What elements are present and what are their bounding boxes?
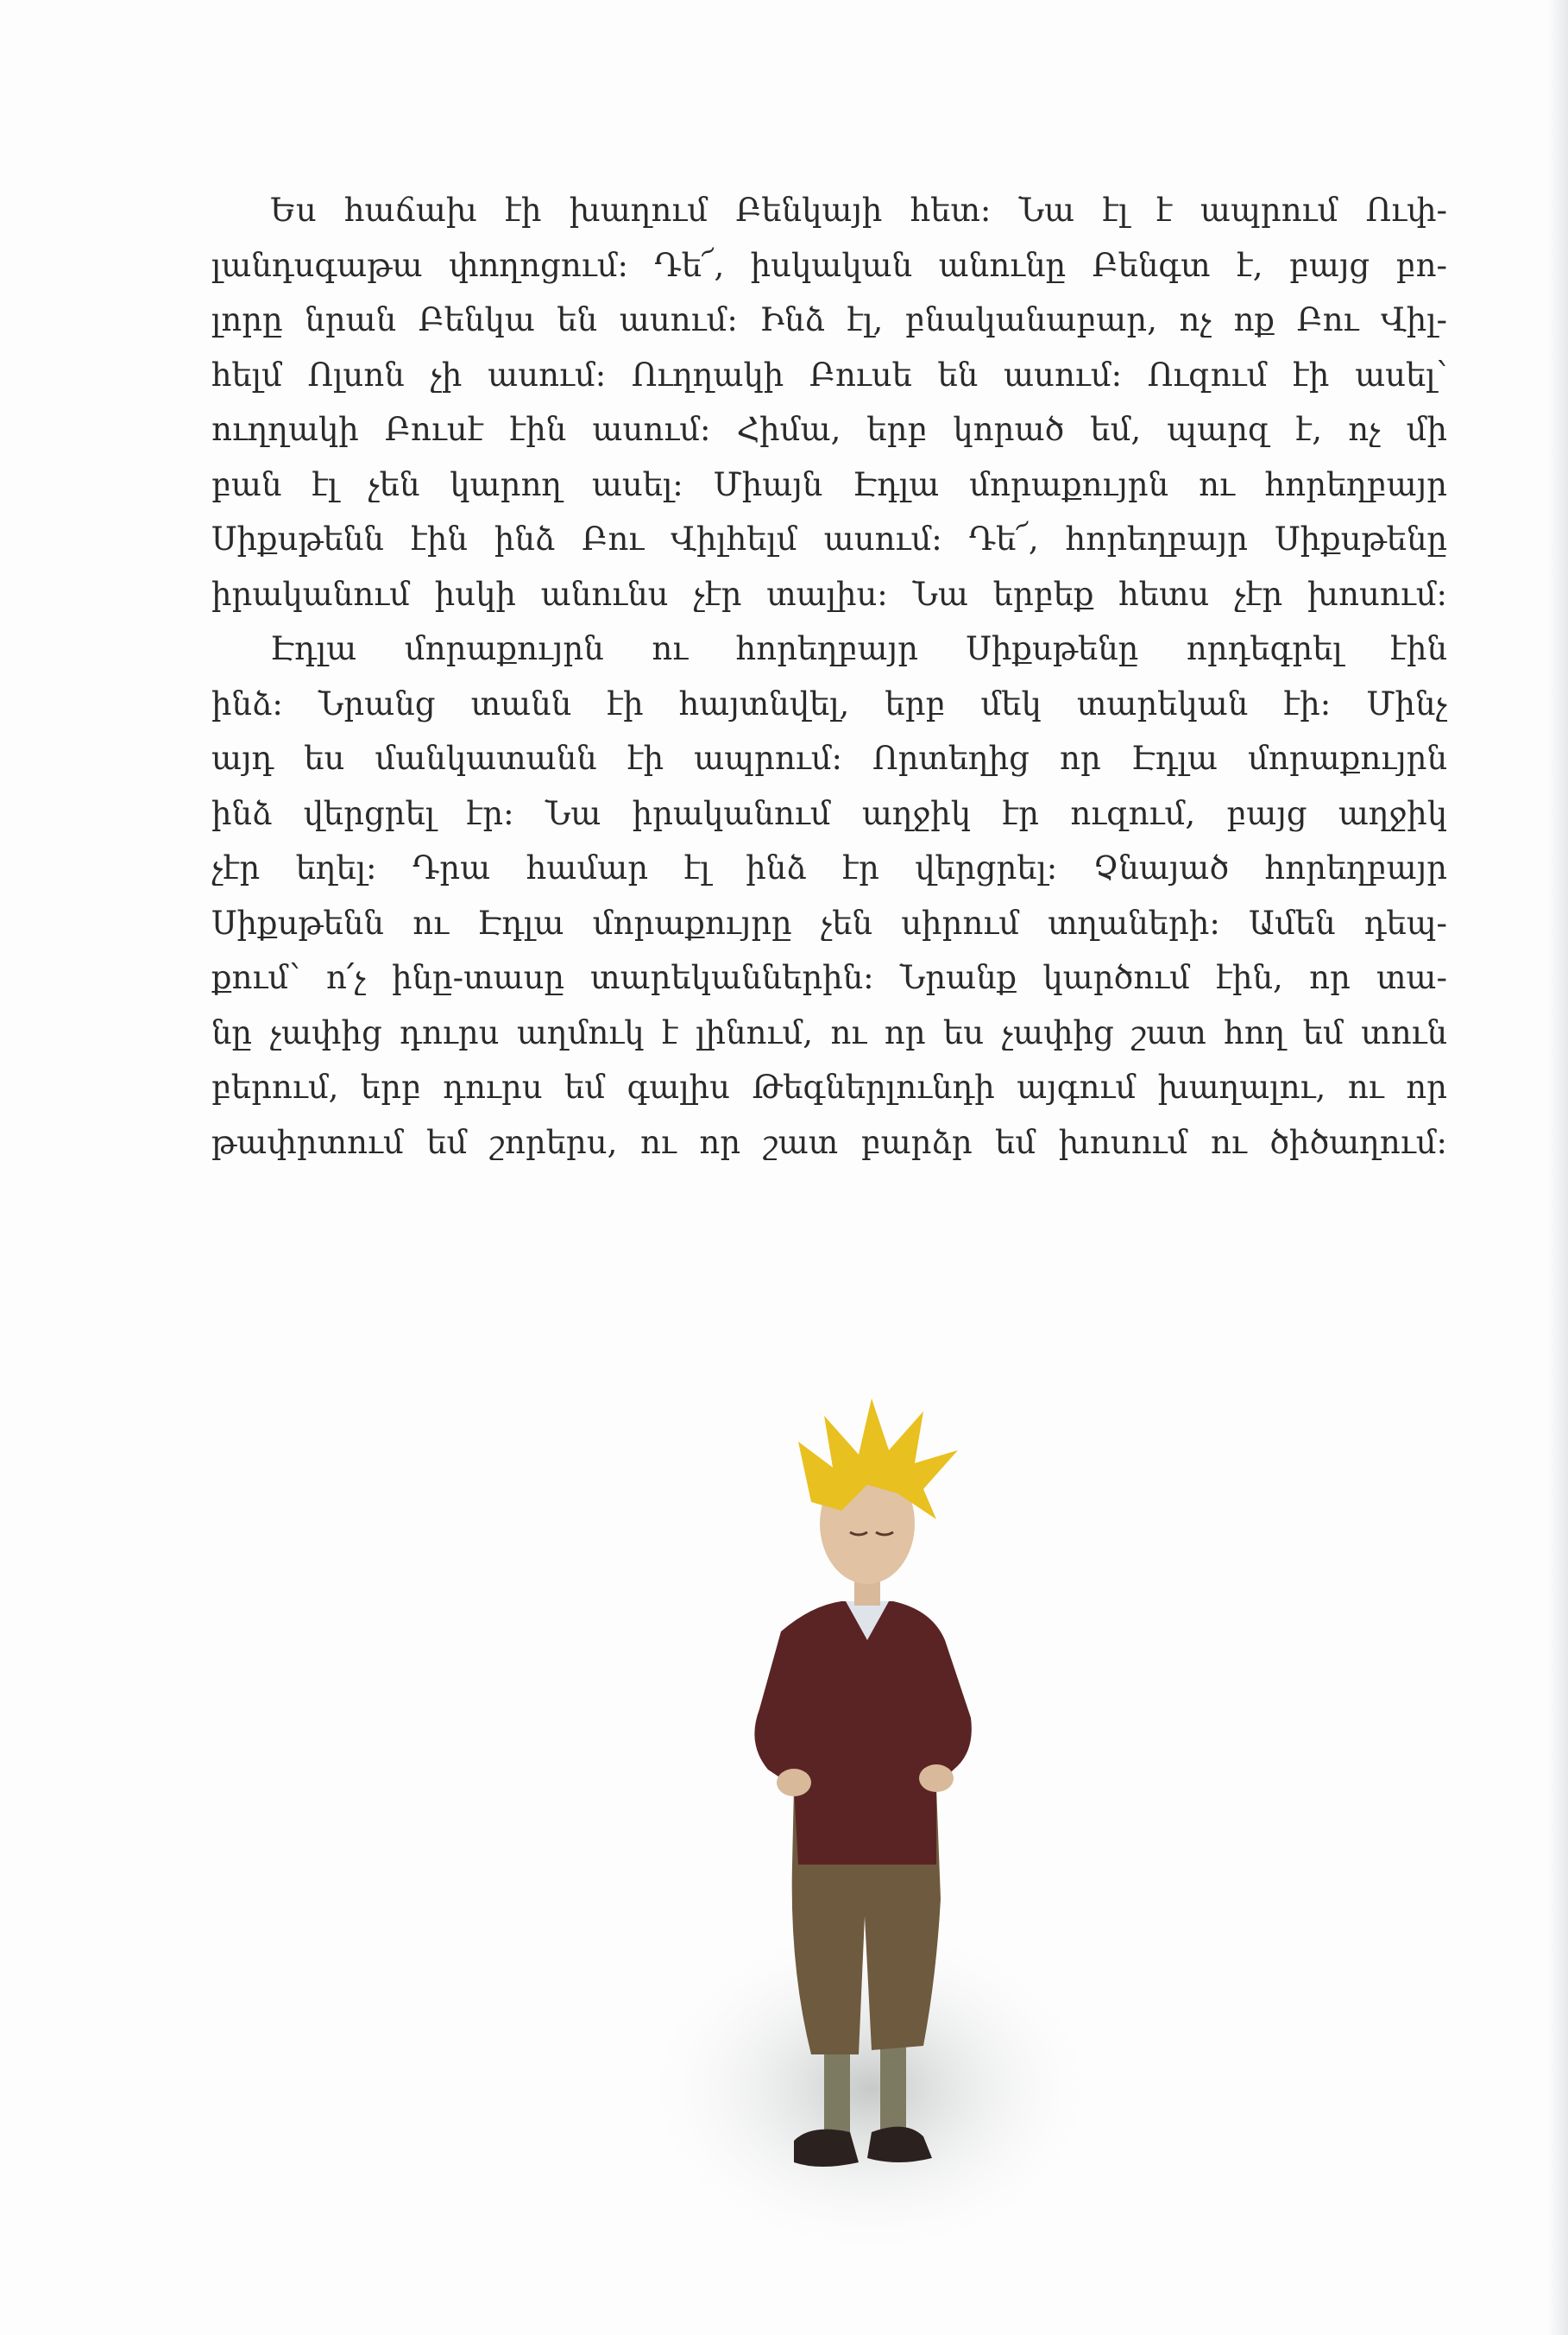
jacket — [754, 1601, 971, 1865]
text-line: ինձ: Նրանց տանն էի հայտնվել, երբ մեկ տարեկան էի: Մինչ — [211, 685, 1447, 723]
text-line: Էդլա մորաքույրն ու հորեղբայր Սիքսթենը որդեգրել էին — [270, 630, 1447, 667]
text-line: Սիքսթենն էին ինձ Բու Վիլհելմ ասում: Դե՜, հորեղբայր Սիքսթենը — [211, 521, 1447, 558]
text-line: լանդսգաթա փողոցում: Դե՜, իսկական անունը Բենգտ է, բայց բո- — [211, 246, 1447, 284]
paragraph-2 — [211, 622, 1447, 1170]
text-line: թափրտում եմ շորերս, ու որ շատ բարձր եմ խոսում ու ծիծաղում: — [211, 1123, 1447, 1161]
text-line: բան էլ չեն կարող ասել: Միայն Էդլա մորաքույրն ու հորեղբայր — [211, 465, 1447, 503]
text-line: լորը նրան Բենկա են ասում: Ինձ էլ, բնականաբար, ոչ ոք Բու Վիլ- — [211, 301, 1447, 338]
text-line: Ես հաճախ էի խաղում Բենկայի հետ: Նա էլ է ապրում Ուփ- — [270, 192, 1447, 229]
right-hand — [919, 1764, 954, 1792]
text-line: Սիքսթենն ու Էդլա մորաքույրը չեն սիրում տղաների: Ամեն դեպ- — [211, 904, 1447, 942]
text-line: չէր եղել: Դրա համար էլ ինձ էր վերցրել: Չնայած հորեղբայր — [211, 849, 1447, 887]
text-line: իրականում իսկի անունս չէր տալիս: Նա երբեք հետս չէր խոսում: — [211, 575, 1447, 613]
boy-illustration — [639, 1381, 1122, 2244]
text-line: ուղղակի Բուսէ էին ասում: Հիմա, երբ կորած եմ, պարզ է, ոչ մի — [211, 411, 1447, 448]
left-hand — [777, 1769, 811, 1796]
body-text — [211, 183, 1447, 1170]
text-line: հելմ Ոլսոն չի ասում: Ուղղակի Բուսե են ասում: Ուզում էի ասել՝ — [211, 356, 1447, 394]
paragraph-1 — [211, 183, 1447, 622]
right-sock — [880, 2037, 906, 2136]
page-edge-shadow — [1547, 0, 1568, 2335]
text-line: ինձ վերցրել էր: Նա իրականում աղջիկ էր ուզում, բայց աղջիկ — [211, 794, 1447, 832]
text-line: քում՝ ո՛չ ինը-տասը տարեկաններին: Նրանք կարծում էին, որ տա- — [211, 959, 1447, 996]
text-line: նը չափից դուրս աղմուկ է լինում, ու որ ես չափից շատ հող եմ տուն — [211, 1013, 1447, 1051]
left-shoe — [794, 2130, 859, 2167]
text-line: այդ ես մանկատանն էի ապրում: Որտեղից որ Էդլա մորաքույրն — [211, 740, 1447, 777]
text-line: բերում, երբ դուրս եմ գալիս Թեգներլունդի այգում խաղալու, ու որ — [211, 1069, 1447, 1106]
